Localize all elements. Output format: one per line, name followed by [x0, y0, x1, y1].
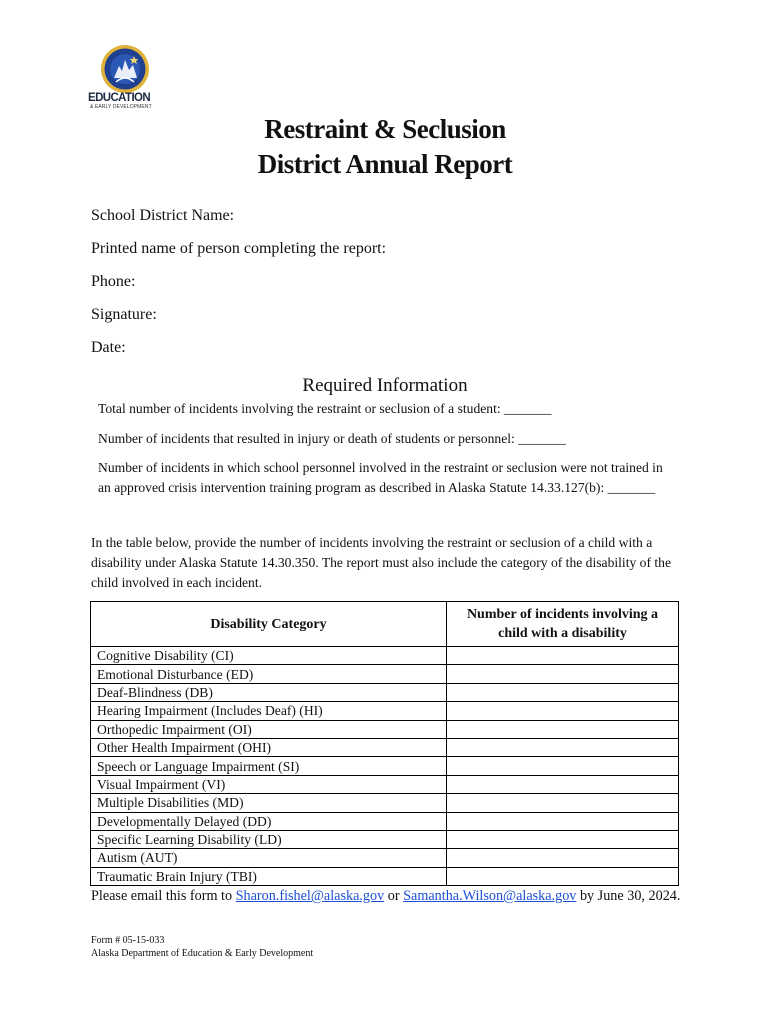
department-name: Alaska Department of Education & Early Development [91, 948, 314, 959]
injury-incidents-item[interactable]: Number of incidents that resulted in injury or death of students or personnel: _______ [98, 431, 566, 446]
logo-wordmark: EDUCATION [88, 92, 151, 104]
table-row [91, 720, 679, 738]
count-input-cell[interactable] [447, 702, 679, 720]
page-title-line1: Restraint & Seclusion [264, 114, 506, 144]
count-input-cell[interactable] [447, 647, 679, 665]
table-instructions: In the table below, provide the number of incidents involving the restraint or seclusion of a child with a disability under Alaska Statute 14.30.350. The report must also include the category of the disability of the child involved in each incident. [91, 535, 672, 590]
table-row [91, 647, 679, 665]
table-row [91, 757, 679, 775]
signature-field[interactable]: Signature: [91, 306, 157, 323]
count-input-cell[interactable] [447, 830, 679, 848]
email-instructions [91, 887, 691, 906]
count-input-cell[interactable] [447, 775, 679, 793]
school-district-name-field[interactable]: School District Name: [91, 207, 235, 224]
category-cell: Specific Learning Disability (LD) [91, 830, 447, 848]
count-input-cell[interactable] [447, 812, 679, 830]
category-cell: Emotional Disturbance (ED) [91, 665, 447, 683]
count-input-cell[interactable] [447, 683, 679, 701]
count-input-cell[interactable] [447, 849, 679, 867]
email-suffix: by June 30, 2024. [576, 888, 681, 904]
untrained-personnel-item[interactable]: Number of incidents in which school personnel involved in the restraint or seclusion were not trained in an approved crisis intervention training program as described in Alaska Statute 14.33.127(b): _______ [98, 460, 663, 495]
sharon-email-link[interactable]: Sharon.fishel@alaska.gov [235, 888, 385, 904]
disability-category-table [90, 601, 679, 886]
email-prefix: Please email this form to [91, 888, 236, 904]
table-row [91, 794, 679, 812]
category-cell: Deaf-Blindness (DB) [91, 683, 447, 701]
table-row [91, 738, 679, 756]
count-input-cell[interactable] [447, 757, 679, 775]
count-input-cell[interactable] [447, 794, 679, 812]
category-cell: Orthopedic Impairment (OI) [91, 720, 447, 738]
phone-field[interactable]: Phone: [91, 273, 136, 290]
form-number: Form # 05-15-033 [91, 935, 165, 946]
department-logo [88, 44, 162, 114]
count-input-cell[interactable] [447, 867, 679, 885]
category-cell: Visual Impairment (VI) [91, 775, 447, 793]
required-information-heading: Required Information [302, 375, 468, 396]
page-footer [91, 934, 313, 960]
incident-count-header: Number of incidents involving a child with a disability [447, 602, 679, 647]
logo-subtitle: & EARLY DEVELOPMENT [90, 104, 152, 110]
samantha-email-link[interactable]: Samantha.Wilson@alaska.gov [403, 888, 577, 904]
category-cell: Speech or Language Impairment (SI) [91, 757, 447, 775]
table-row [91, 812, 679, 830]
disability-category-header: Disability Category [91, 602, 447, 647]
category-cell: Cognitive Disability (CI) [91, 647, 447, 665]
email-middle: or [384, 888, 404, 904]
count-input-cell[interactable] [447, 738, 679, 756]
table-row [91, 830, 679, 848]
category-cell: Multiple Disabilities (MD) [91, 794, 447, 812]
category-cell: Developmentally Delayed (DD) [91, 812, 447, 830]
category-cell: Traumatic Brain Injury (TBI) [91, 867, 447, 885]
category-cell: Other Health Impairment (OHI) [91, 738, 447, 756]
table-row [91, 702, 679, 720]
table-row [91, 867, 679, 885]
date-field[interactable]: Date: [91, 339, 126, 356]
table-row [91, 775, 679, 793]
total-incidents-item[interactable]: Total number of incidents involving the restraint or seclusion of a student: _______ [98, 401, 552, 416]
count-input-cell[interactable] [447, 720, 679, 738]
count-input-cell[interactable] [447, 665, 679, 683]
table-row [91, 665, 679, 683]
table-row [91, 683, 679, 701]
category-cell: Hearing Impairment (Includes Deaf) (HI) [91, 702, 447, 720]
alaska-seal-icon [88, 44, 162, 94]
page-title-line2: District Annual Report [257, 149, 513, 179]
printed-name-field[interactable]: Printed name of person completing the report: [91, 240, 387, 257]
table-row [91, 849, 679, 867]
category-cell: Autism (AUT) [91, 849, 447, 867]
